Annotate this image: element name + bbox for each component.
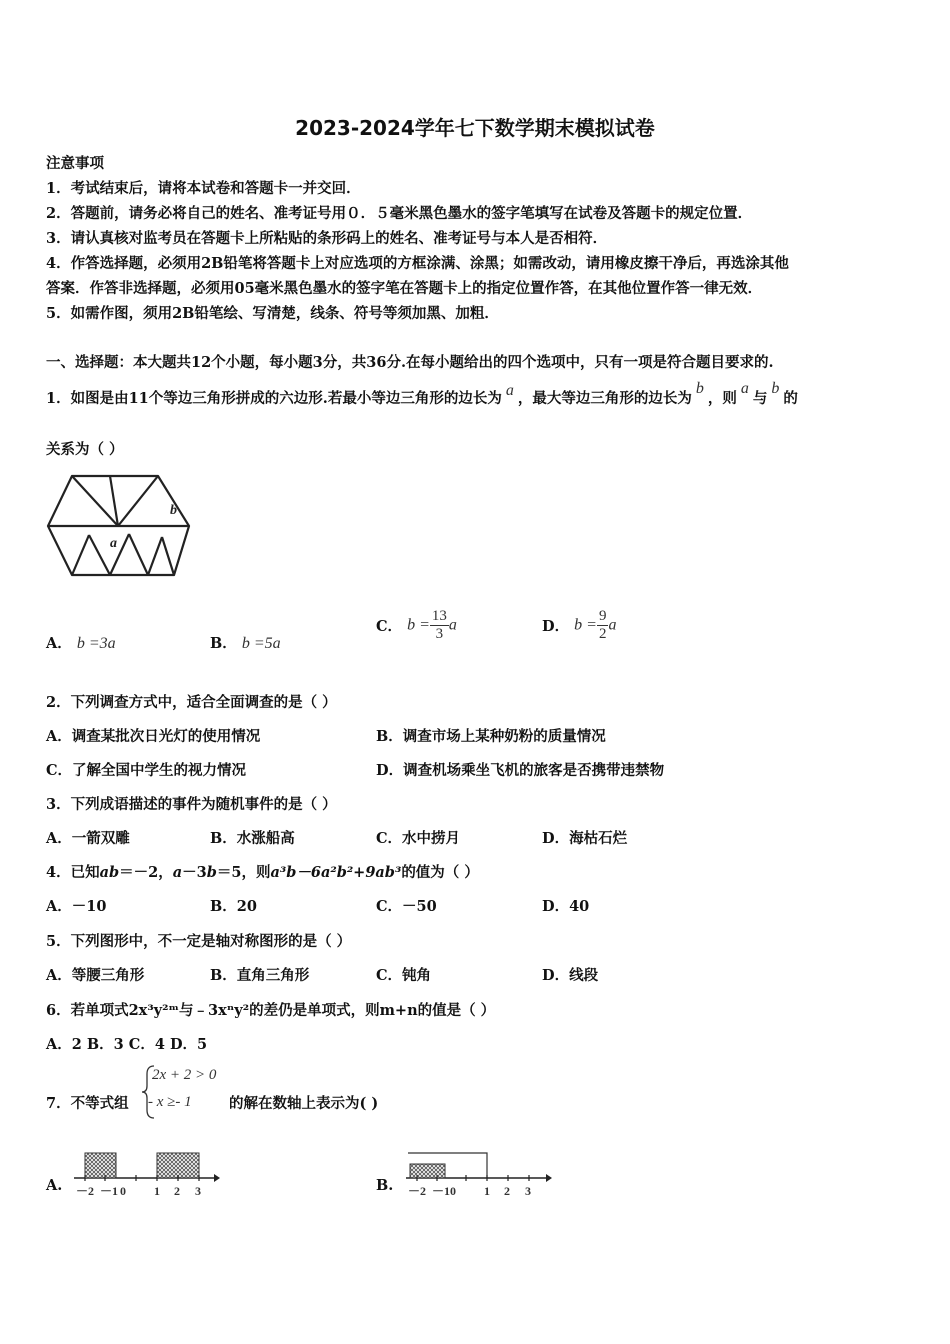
- figure-label-a: a: [110, 536, 117, 551]
- tick-label: 3: [525, 1184, 531, 1198]
- q5-option-c[interactable]: C．钝角: [376, 967, 432, 984]
- notice-item: 3．请认真核对监考员在答题卡上所粘贴的条形码上的姓名、准考证号与本人是否相符．: [46, 230, 608, 247]
- var-a: a: [505, 382, 514, 399]
- q6-options[interactable]: A．2 B．3 C．4 D．5: [46, 1036, 208, 1053]
- tick-label: 3: [195, 1184, 201, 1198]
- tick-label: 0: [120, 1184, 126, 1198]
- q4-option-a[interactable]: A．－10: [46, 898, 107, 915]
- q7-option-b-label[interactable]: B.: [376, 1177, 394, 1194]
- q2-option-b[interactable]: B．调查市场上某种奶粉的质量情况: [376, 728, 606, 745]
- q2-stem: 2．下列调查方式中，适合全面调查的是（ ）: [46, 694, 337, 711]
- q1-option-d[interactable]: D． b = $\frac{9}{2}$ a: [542, 608, 617, 642]
- axis-arrow-icon: [546, 1174, 552, 1182]
- page-title: 2023-2024学年七下数学期末模拟试卷: [295, 116, 655, 140]
- tick-label: －2: [76, 1184, 95, 1198]
- q1-option-c[interactable]: C． b = $\frac{13}{3}$ a: [376, 608, 457, 642]
- q5-option-d[interactable]: D．线段: [542, 967, 599, 984]
- q3-option-d[interactable]: D．海枯石烂: [542, 830, 628, 847]
- q7-option-a-label[interactable]: A.: [46, 1177, 63, 1194]
- tick-label: 0: [450, 1184, 456, 1198]
- small-triangle-edge: [148, 537, 162, 575]
- small-triangle-edge: [72, 535, 89, 575]
- q3-stem: 3．下列成语描述的事件为随机事件的是（ ）: [46, 796, 337, 813]
- shaded-region: [410, 1164, 445, 1178]
- q7-option-b-numberline[interactable]: [402, 1148, 552, 1204]
- var-a: a: [740, 380, 749, 397]
- q2-option-a[interactable]: A．调查某批次日光灯的使用情况: [46, 728, 261, 745]
- q3-option-b[interactable]: B．水涨船高: [210, 830, 295, 847]
- q2-option-c[interactable]: C．了解全国中学生的视力情况: [46, 762, 247, 779]
- q5-stem: 5．下列图形中，不一定是轴对称图形的是（ ）: [46, 933, 352, 950]
- tick-label: －1: [432, 1184, 451, 1198]
- axis-arrow-icon: [214, 1174, 220, 1182]
- tick-label: －2: [408, 1184, 427, 1198]
- shaded-region-right: [157, 1153, 199, 1178]
- section-heading: 一、选择题：本大题共12个小题，每小题3分，共36分.在每小题给出的四个选项中，只有一项是符合题目要求的.: [46, 354, 774, 371]
- var-b: b: [771, 380, 780, 397]
- var-b: b: [695, 380, 704, 397]
- notice-item: 4．作答选择题，必须用2B铅笔将答题卡上对应选项的方框涂满、涂黑；如需改动，请用橡皮擦干净后，再选涂其他: [46, 255, 789, 272]
- shaded-region-left: [85, 1153, 116, 1178]
- inequality-1: 2x + 2 > 0: [152, 1067, 217, 1083]
- hexagon-figure: [44, 474, 194, 579]
- q5-option-b[interactable]: B．直角三角形: [210, 967, 310, 984]
- q4-stem: 4．已知ab＝－2，a－3b＝5，则a³b－6a²b²+9ab³的值为（ ）: [46, 864, 479, 881]
- notice-item: 答案．作答非选择题，必须用05毫米黑色墨水的签字笔在答题卡上的指定位置作答，在其他位置作答一律无效．: [46, 280, 763, 297]
- small-triangle-edge: [162, 537, 174, 575]
- q1-option-a[interactable]: A． b =3a: [46, 635, 116, 652]
- tick-label: 2: [504, 1184, 510, 1198]
- tick-label: －1: [100, 1184, 119, 1198]
- q6-stem: 6．若单项式2x³y²ᵐ与﹣3xⁿy²的差仍是单项式，则m+n的值是（ ）: [46, 1002, 496, 1019]
- q4-option-d[interactable]: D．40: [542, 898, 590, 915]
- q7-option-a-numberline[interactable]: [70, 1148, 220, 1204]
- inner-edge: [118, 476, 158, 526]
- notice-item: 5．如需作图，须用2B铅笔绘、写清楚，线条、符号等须加黑、加粗．: [46, 305, 499, 322]
- notice-item: 1．考试结束后，请将本试卷和答题卡一并交回．: [46, 180, 361, 197]
- q6-term2: 3xⁿy²: [208, 1002, 250, 1019]
- tick-label: 2: [174, 1184, 180, 1198]
- q3-option-c[interactable]: C．水中捞月: [376, 830, 461, 847]
- notice-item: 2．答题前，请务必将自己的姓名、准考证号用０．５毫米黑色墨水的签字笔填写在试卷及答题卡的规定位置．: [46, 205, 753, 222]
- q2-option-d[interactable]: D．调查机场乘坐飞机的旅客是否携带违禁物: [376, 762, 665, 779]
- q4-option-c[interactable]: C．－50: [376, 898, 437, 915]
- small-triangle-edge: [129, 534, 148, 575]
- q3-option-a[interactable]: A．一箭双雕: [46, 830, 130, 847]
- q5-option-a[interactable]: A．等腰三角形: [46, 967, 145, 984]
- tick-label: 1: [484, 1184, 490, 1198]
- figure-label-b: b: [170, 503, 177, 518]
- q7-stem-pre: 7．不等式组: [46, 1095, 129, 1112]
- inequality-2: - x ≥- 1: [148, 1094, 192, 1110]
- q1-stem: 1．如图是由11个等边三角形拼成的六边形.若最小等边三角形的边长为 a ，最大等边三角形的边长为b，则a与b的: [46, 380, 798, 407]
- tick-label: 1: [154, 1184, 160, 1198]
- q1-stem-line2: 关系为（ ）: [46, 441, 124, 458]
- notice-heading: 注意事项: [46, 155, 104, 172]
- q4-expression: a³b－6a²b²+9ab³: [270, 864, 402, 881]
- q1-option-b[interactable]: B． b =5a: [210, 635, 281, 652]
- q4-option-b[interactable]: B．20: [210, 898, 257, 915]
- small-triangle-edge: [89, 535, 110, 575]
- q6-term1: 2x³y²ᵐ: [128, 1002, 180, 1019]
- q7-stem-post: 的解在数轴上表示为( ): [229, 1095, 379, 1112]
